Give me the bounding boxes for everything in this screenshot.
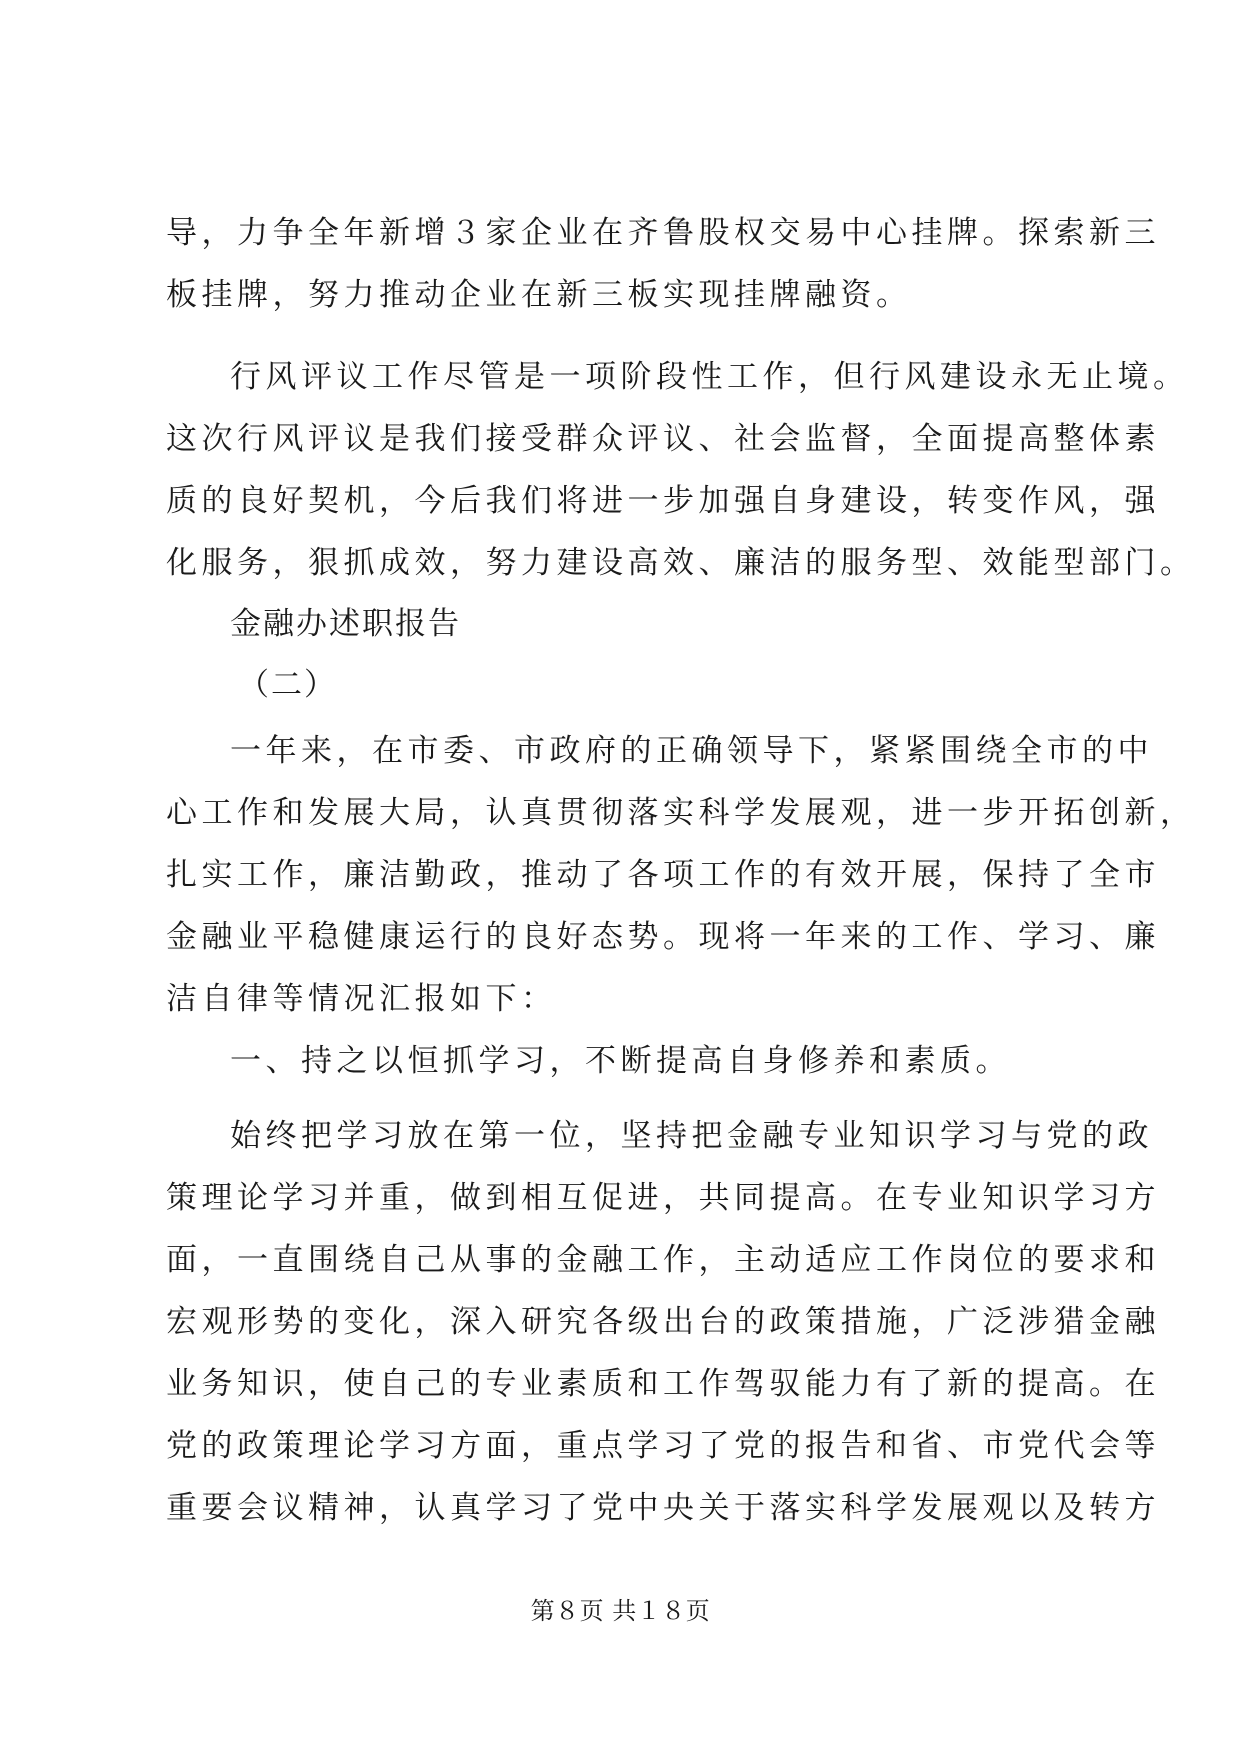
text-line: 洁自律等情况汇报如下： xyxy=(166,981,557,1017)
text-line: 心工作和发展大局，认真贯彻落实科学发展观，进一步开拓创新， xyxy=(166,795,1196,831)
paragraph-start: 行风评议工作尽管是一项阶段性工作，但行风建设永无止境。 xyxy=(230,359,1189,395)
text-line: 这次行风评议是我们接受群众评议、社会监督，全面提高整体素 xyxy=(166,421,1160,457)
text-line: 金融业平稳健康运行的良好态势。现将一年来的工作、学习、廉 xyxy=(166,919,1160,955)
paragraph-start: 一年来，在市委、市政府的正确领导下，紧紧围绕全市的中 xyxy=(230,733,1153,769)
text-line: 板挂牌，努力推动企业在新三板实现挂牌融资。 xyxy=(166,277,912,313)
page-number-footer: 第８页 共１８页 xyxy=(530,1597,711,1625)
text-line: 面，一直围绕自己从事的金融工作，主动适应工作岗位的要求和 xyxy=(166,1242,1160,1278)
text-line: 党的政策理论学习方面，重点学习了党的报告和省、市党代会等 xyxy=(166,1428,1160,1464)
text-line: 扎实工作，廉洁勤政，推动了各项工作的有效开展，保持了全市 xyxy=(166,857,1160,893)
paragraph-start: 始终把学习放在第一位，坚持把金融专业知识学习与党的政 xyxy=(230,1118,1153,1154)
text-line: 化服务，狠抓成效，努力建设高效、廉洁的服务型、效能型部门。 xyxy=(166,545,1196,581)
section-subheading: （二） xyxy=(238,667,337,703)
section-heading: 金融办述职报告 xyxy=(230,606,461,642)
text-line: 业务知识，使自己的专业素质和工作驾驭能力有了新的提高。在 xyxy=(166,1366,1160,1402)
item-heading: 一、持之以恒抓学习，不断提高自身修养和素质。 xyxy=(230,1043,1011,1079)
text-line: 导，力争全年新增３家企业在齐鲁股权交易中心挂牌。探索新三 xyxy=(166,215,1160,251)
text-line: 质的良好契机，今后我们将进一步加强自身建设，转变作风，强 xyxy=(166,483,1160,519)
text-line: 重要会议精神，认真学习了党中央关于落实科学发展观以及转方 xyxy=(166,1490,1160,1526)
text-line: 策理论学习并重，做到相互促进，共同提高。在专业知识学习方 xyxy=(166,1180,1160,1216)
text-line: 宏观形势的变化，深入研究各级出台的政策措施，广泛涉猎金融 xyxy=(166,1304,1160,1340)
